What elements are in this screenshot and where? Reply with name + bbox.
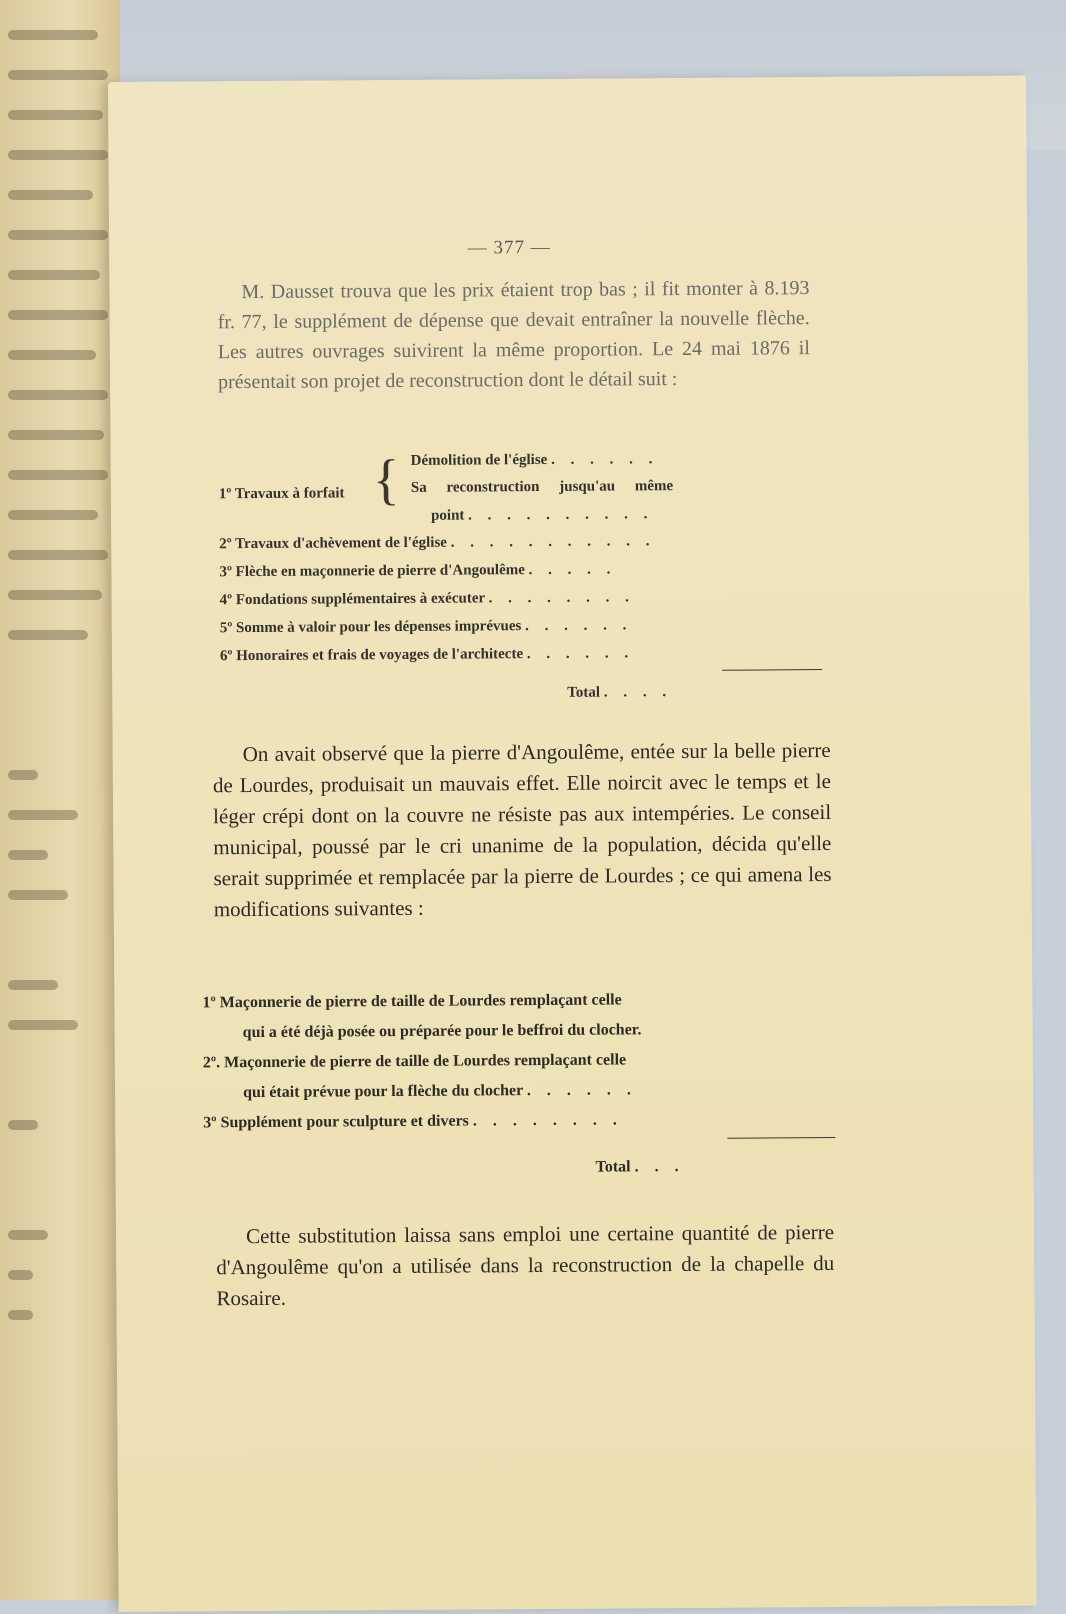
final-paragraph: Cette substitution laissa sans emploi une certaine quantité de pierre d'Angoulême qu'on a utilisée dans la reconstruction de la chapelle du Rosaire.	[216, 1219, 835, 1311]
table-row: 1º Maçonnerie de pierre de taille de Lourdes remplaçant celle	[202, 991, 622, 1012]
table-row: 6º Honoraires et frais de voyages de l'architecte . . . . . .	[219, 645, 635, 665]
table-row: Démolition de l'église . . . . . .	[410, 451, 659, 469]
adjacent-page	[0, 0, 120, 1600]
table-row: 4º Fondations supplémentaires à exécuter . . . . . . . .	[219, 589, 635, 609]
total-row: Total . . .	[595, 1158, 685, 1176]
table-row: 3º Supplément pour sculpture et divers . . . . . . . .	[203, 1111, 623, 1132]
total-rule	[722, 669, 822, 671]
table-row: 5º Somme à valoir pour les dépenses imprévues . . . . . .	[219, 617, 633, 637]
book-page	[108, 76, 1037, 1612]
table-row: point . . . . . . . . . .	[430, 506, 654, 524]
total-row: Total . . . .	[567, 684, 673, 701]
middle-paragraph: On avait observé que la pierre d'Angoulême, entée sur la belle pierre de Lourdes, produisait un mauvais effet. Elle noircit avec le temps et le léger crépi dont on la couvre ne résiste pas aux intempéries. Le conseil municipal, poussé par le cri unanime de la population, décida qu'elle serait supprimée et remplacée par la pierre de Lourdes ; ce qui amena les modifications suivantes :	[212, 737, 832, 922]
intro-paragraph: M. Dausset trouva que les prix étaient trop bas ; il fit monter à 8.193 fr. 77, le supplément de dépense que devait entraîner la nouvelle flèche. Les autres ouvrages suivirent la même proportion. Le 24 mai 1876 il présentait son projet de reconstruction dont le détail suit :	[217, 277, 810, 394]
table-row: qui a été déjà posée ou préparée pour le beffroi du clocher.	[242, 1021, 642, 1042]
total-rule	[727, 1137, 835, 1139]
table-row: 2º. Maçonnerie de pierre de taille de Lourdes remplaçant celle	[202, 1051, 627, 1072]
table-row: 3º Flèche en maçonnerie de pierre d'Angoulême . . . . .	[219, 561, 617, 581]
group-label: 1º Travaux à forfait	[218, 485, 345, 503]
brace-icon: {	[372, 448, 400, 512]
page-number: — 377 —	[467, 236, 551, 259]
table-row: qui était prévue pour la flèche du clocher . . . . . .	[242, 1081, 637, 1102]
table-row: Sa reconstruction jusqu'au même	[410, 478, 674, 496]
table-row: 2º Travaux d'achèvement de l'église . . . . . . . . . . .	[219, 533, 656, 553]
